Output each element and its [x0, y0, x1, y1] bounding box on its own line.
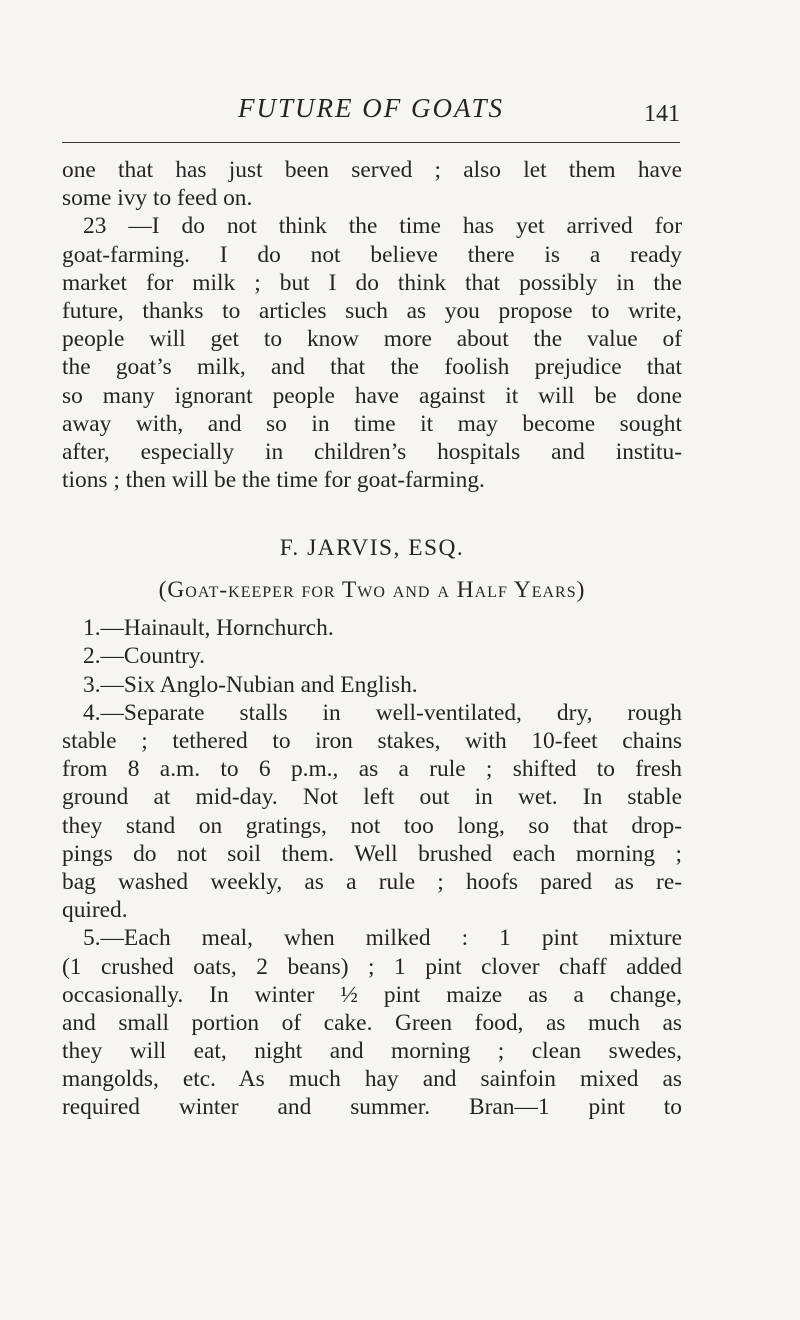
text-line: bag washed weekly, as a rule ; hoofs pared as re- — [62, 868, 682, 895]
text-line: future, thanks to articles such as you propose to write, — [62, 297, 682, 324]
answer-list — [62, 614, 682, 1121]
text-line: after, especially in children’s hospitals and institu- — [62, 438, 682, 465]
section-subtitle: (Goat-keeper for Two and a Half Years) — [158, 577, 586, 604]
text-line: people will get to know more about the value of — [62, 326, 682, 353]
running-title: FUTURE OF GOATS — [238, 93, 504, 123]
text-line: (1 crushed oats, 2 beans) ; 1 pint clover chaff added — [62, 953, 682, 980]
page-number: 141 — [644, 101, 680, 127]
paragraph-continuation — [62, 156, 682, 212]
text-line: and small portion of cake. Green food, as much as — [62, 1009, 682, 1036]
text-line: market for milk ; but I do think that possibly in the — [62, 269, 682, 296]
header-rule — [62, 142, 680, 143]
text-line: tions ; then will be the time for goat-farming. — [62, 467, 485, 494]
text-line: stable ; tethered to iron stakes, with 10-feet chains — [62, 728, 682, 754]
text-line: pings do not soil them. Well brushed each morning ; — [62, 840, 682, 867]
text-line: occasionally. In winter ½ pint maize as a change, — [62, 981, 682, 1008]
answer-1: 1.—Hainault, Hornchurch. — [83, 615, 334, 642]
body-text — [62, 156, 682, 1122]
text-line: 23 —I do not think the time has yet arrived for — [83, 213, 682, 240]
text-line: some ivy to feed on. — [62, 185, 253, 212]
text-line: ground at mid-day. Not left out in wet. In stable — [62, 784, 682, 811]
text-line: one that has just been served ; also let them have — [62, 157, 682, 183]
text-line: so many ignorant people have against it will be done — [62, 382, 682, 409]
answer-2: 2.—Country. — [83, 643, 205, 670]
answer-4 — [62, 699, 682, 925]
text-line: 5.—Each meal, when milked : 1 pint mixture — [83, 925, 682, 952]
section-heading: F. JARVIS, ESQ. — [279, 535, 465, 562]
answer-5 — [62, 924, 682, 1121]
section-spacer — [62, 494, 682, 530]
text-line: from 8 a.m. to 6 p.m., as a rule ; shifted to fresh — [62, 756, 682, 783]
text-line: the goat’s milk, and that the foolish prejudice that — [62, 354, 682, 381]
text-line: goat-farming. I do not believe there is a ready — [62, 241, 682, 268]
text-line: away with, and so in time it may become sought — [62, 410, 682, 437]
text-line: quired. — [62, 897, 128, 924]
running-head — [62, 92, 680, 132]
text-line: required winter and summer. Bran—1 pint to — [62, 1094, 682, 1121]
text-line: 4.—Separate stalls in well-ventilated, dry, rough — [83, 699, 682, 726]
text-line: they will eat, night and morning ; clean swedes, — [62, 1038, 682, 1065]
text-line: mangolds, etc. As much hay and sainfoin mixed as — [62, 1066, 682, 1093]
answer-3: 3.—Six Anglo-Nubian and English. — [83, 671, 418, 698]
answer-23 — [62, 212, 682, 494]
text-line: they stand on gratings, not too long, so that drop- — [62, 812, 682, 839]
